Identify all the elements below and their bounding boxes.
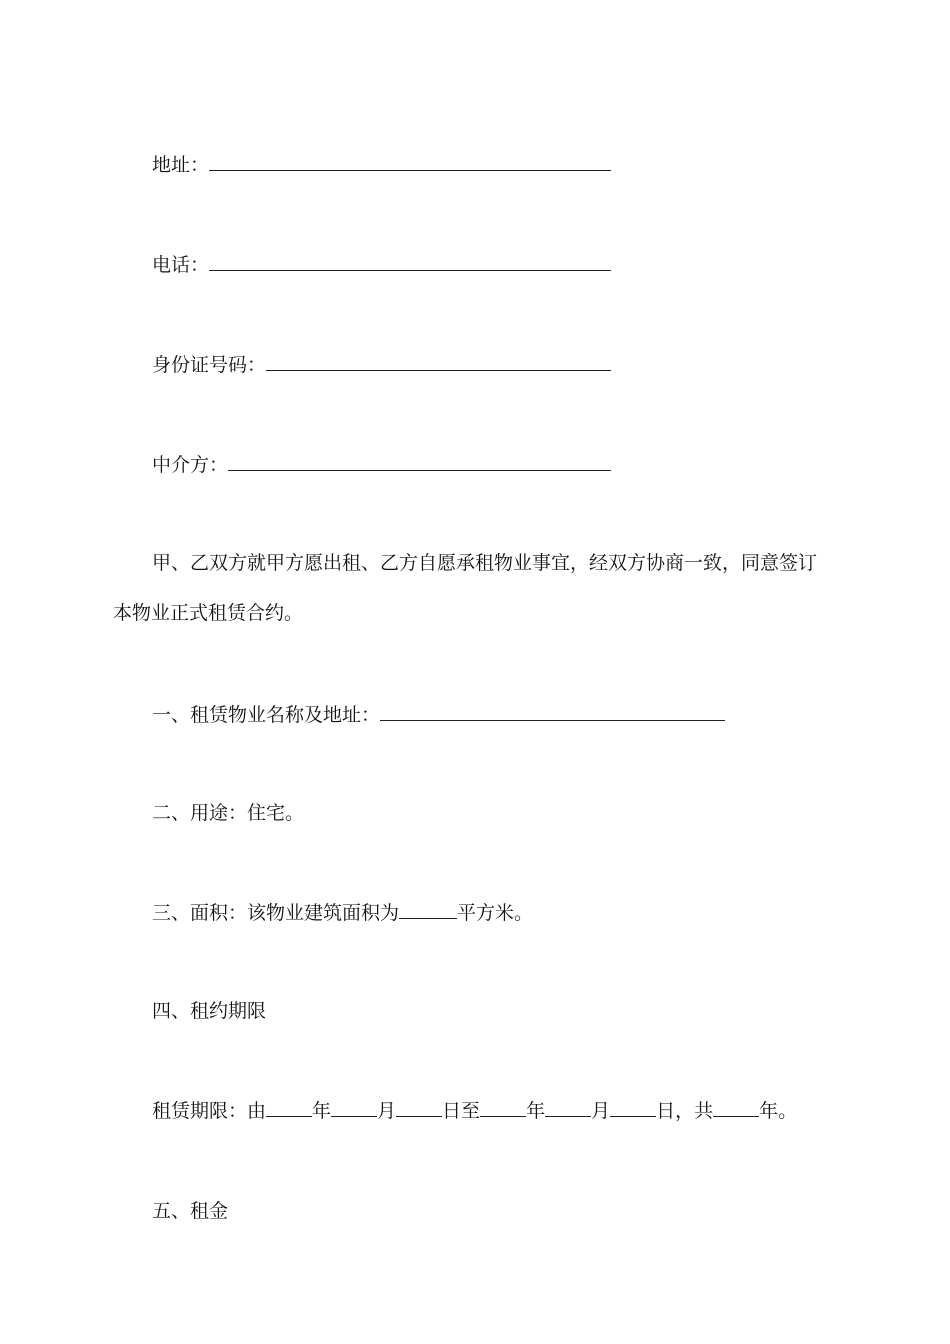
phone-row — [152, 253, 611, 277]
clause-3-prefix: 三、面积：该物业建筑面积为 — [152, 902, 400, 924]
end-day-total: 日，共 — [656, 1100, 714, 1122]
lease-term-prefix: 租赁期限：由 — [152, 1100, 267, 1122]
address-blank[interactable] — [209, 156, 611, 171]
start-month-blank[interactable] — [331, 1102, 377, 1117]
start-year-unit: 年 — [312, 1100, 332, 1122]
start-day-to: 日至 — [442, 1100, 481, 1122]
agent-row — [152, 453, 611, 477]
end-month-unit: 月 — [591, 1100, 611, 1122]
address-row — [152, 153, 611, 177]
total-years-blank[interactable] — [713, 1102, 759, 1117]
address-label: 地址： — [152, 154, 210, 176]
end-year-blank[interactable] — [480, 1102, 526, 1117]
start-year-blank[interactable] — [266, 1102, 312, 1117]
id-number-label: 身份证号码： — [152, 354, 267, 376]
agent-blank[interactable] — [228, 456, 611, 471]
intro-line-1: 甲、乙双方就甲方愿出租、乙方自愿承租物业事宜，经双方协商一致，同意签订 — [152, 552, 818, 574]
area-blank[interactable] — [399, 904, 457, 919]
agent-label: 中介方： — [152, 454, 229, 476]
end-year-unit: 年 — [526, 1100, 546, 1122]
property-address-blank[interactable] — [380, 706, 725, 721]
end-day-blank[interactable] — [610, 1102, 656, 1117]
id-number-row — [152, 353, 611, 377]
start-day-blank[interactable] — [396, 1102, 442, 1117]
clause-2: 二、用途：住宅。 — [152, 802, 305, 824]
start-month-unit: 月 — [377, 1100, 397, 1122]
clause-5: 五、租金 — [152, 1200, 229, 1222]
total-years-unit: 年。 — [759, 1100, 798, 1122]
clause-3-suffix: 平方米。 — [457, 902, 534, 924]
clause-3-row — [152, 901, 533, 925]
lease-term-row — [152, 1099, 797, 1123]
id-number-blank[interactable] — [266, 356, 611, 371]
clause-4: 四、租约期限 — [152, 1000, 267, 1022]
phone-label: 电话： — [152, 254, 210, 276]
clause-1-row — [152, 703, 725, 727]
intro-line-2: 本物业正式租赁合约。 — [113, 602, 304, 624]
phone-blank[interactable] — [209, 256, 611, 271]
end-month-blank[interactable] — [545, 1102, 591, 1117]
clause-1-label: 一、租赁物业名称及地址： — [152, 704, 381, 726]
